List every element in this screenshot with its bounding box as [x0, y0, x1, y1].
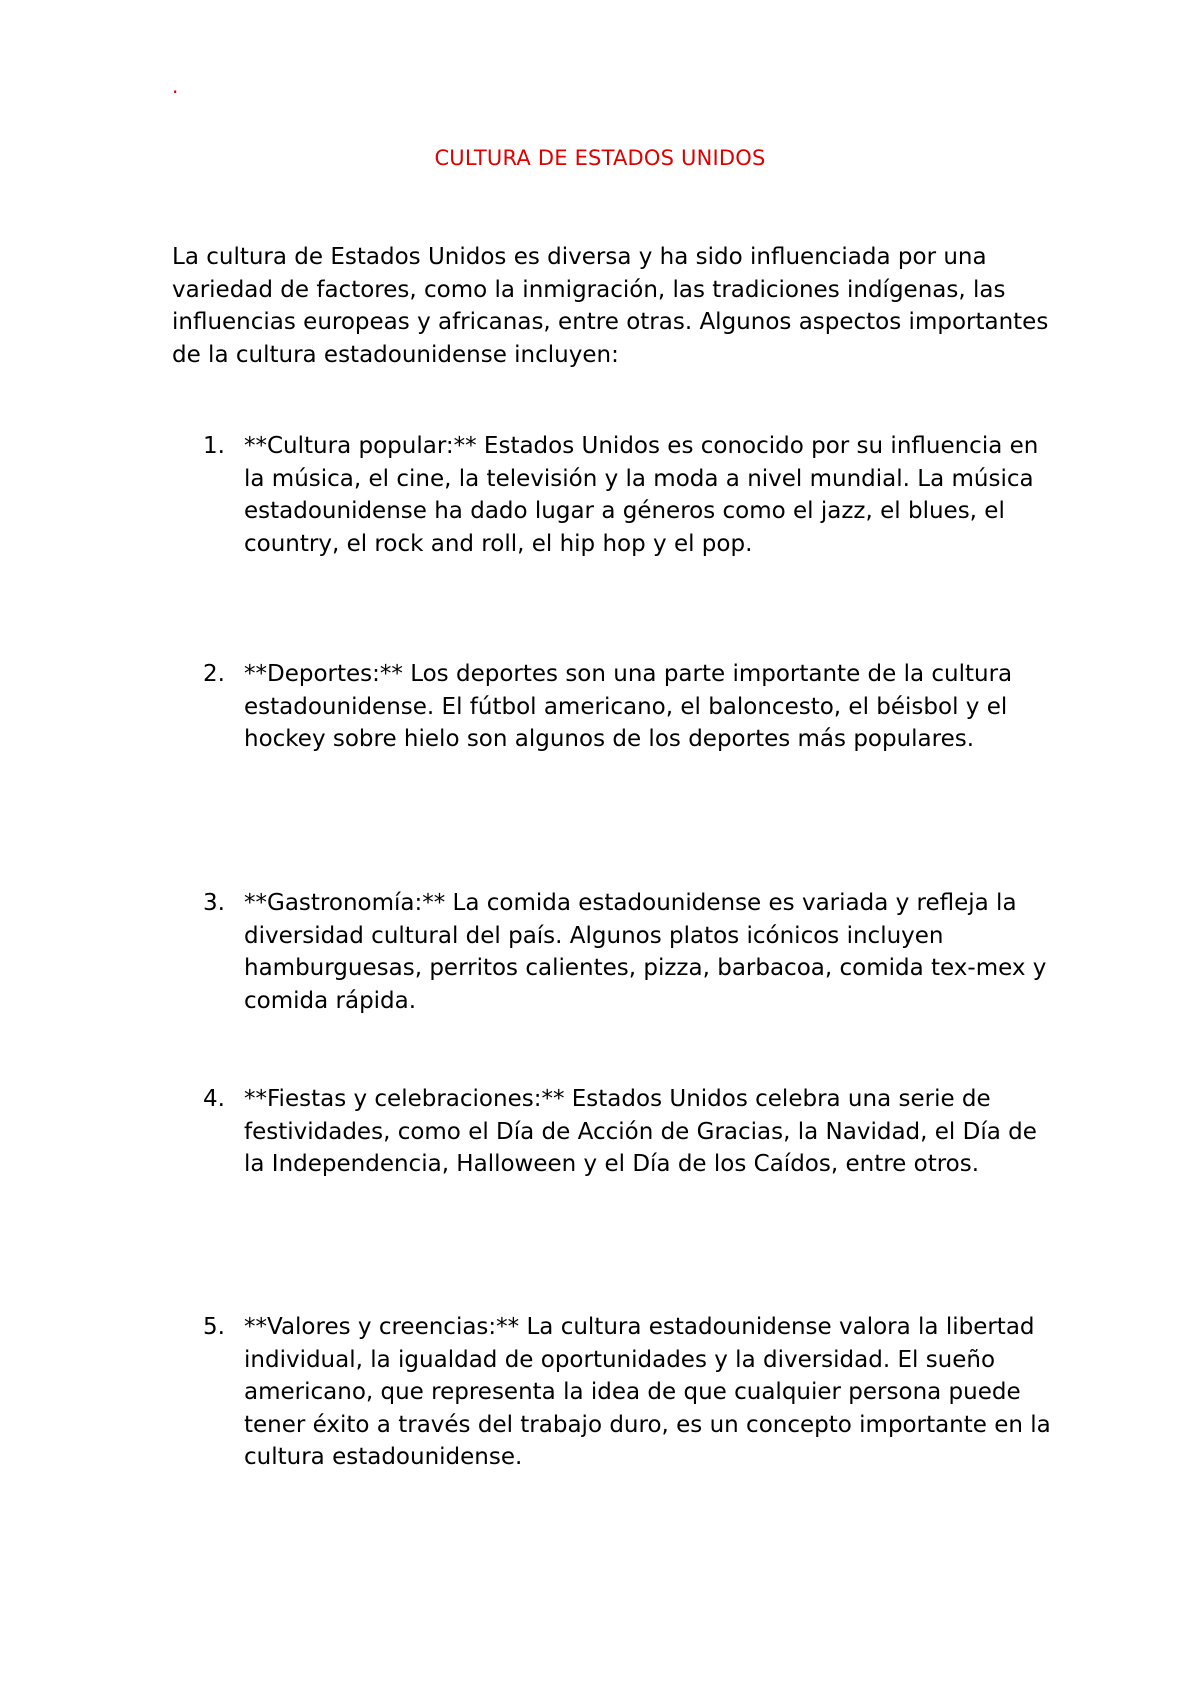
list-item [172, 658, 1072, 756]
list-item-text: **Fiestas y celebraciones:** Estados Unidos celebra una serie de festividades, como el Día de Acción de Gracias, la Navidad, el Día de la Independencia, Halloween y el Día de los Caídos, entre otros. [244, 1086, 1037, 1177]
list-item-text: **Gastronomía:** La comida estadounidense es variada y refleja la diversidad cultural del país. Algunos platos icónicos incluyen hamburguesas, perritos calientes, pizza, barbacoa, comida tex-mex y comida rápida. [244, 890, 1047, 1014]
list-item-text: **Cultura popular:** Estados Unidos es conocido por su influencia en la música, el cine, la televisión y la moda a nivel mundial. La música estadounidense ha dado lugar a géneros como el jazz, el blues, el country, el rock and roll, el hip hop y el pop. [244, 433, 1039, 557]
list-item-number: 4. [203, 1086, 225, 1112]
list-item-number: 5. [203, 1314, 225, 1340]
list-item-number: 2. [203, 661, 225, 687]
list-item [172, 887, 1072, 1017]
list-item-number: 3. [203, 890, 225, 916]
document-title: CULTURA DE ESTADOS UNIDOS [434, 146, 766, 170]
list-item-number: 1. [203, 433, 225, 459]
red-marker-dot: . [172, 74, 179, 98]
list-item [172, 430, 1072, 560]
intro-paragraph: La cultura de Estados Unidos es diversa y ha sido influenciada por una variedad de factores, como la inmigración, las tradiciones indígenas, las influencias europeas y africanas, entre otras. Algunos aspectos importantes de la cultura estadounidense incluyen: [172, 244, 1049, 368]
list-item [172, 1083, 1072, 1181]
list-item [172, 1311, 1072, 1474]
list-item-text: **Valores y creencias:** La cultura estadounidense valora la libertad individual, la igualdad de oportunidades y la diversidad. El sueño americano, que representa la idea de que cualquier persona puede tener éxito a través del trabajo duro, es un concepto importante en la cultura estadounidense. [244, 1314, 1051, 1470]
list-item-text: **Deportes:** Los deportes son una parte importante de la cultura estadounidense. El fútbol americano, el baloncesto, el béisbol y el hockey sobre hielo son algunos de los deportes más populares. [244, 661, 1013, 752]
